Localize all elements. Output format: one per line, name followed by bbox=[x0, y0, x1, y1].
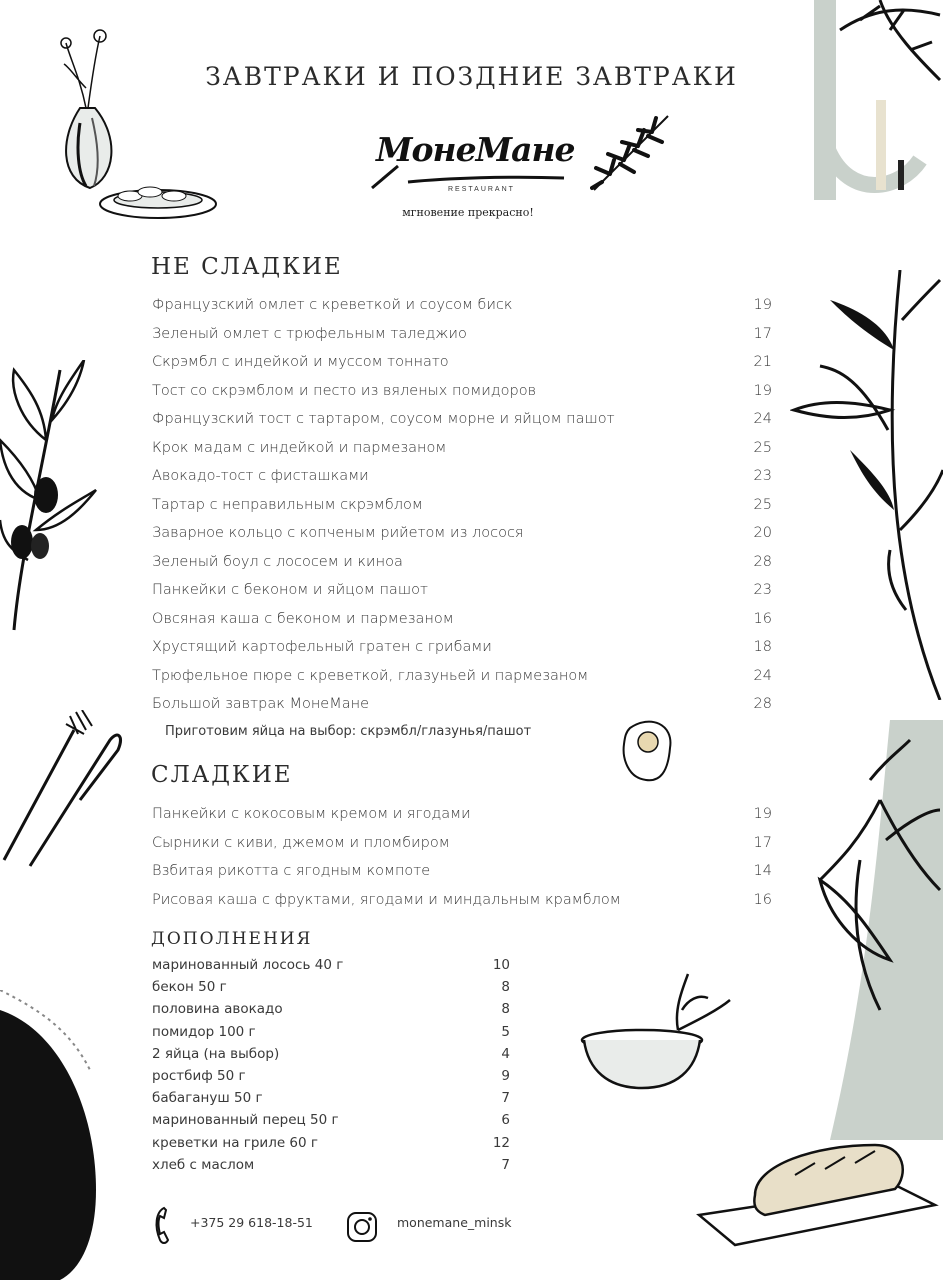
menu-item-name: бабагануш 50 г bbox=[152, 1090, 263, 1107]
menu-item-price: 20 bbox=[753, 525, 772, 541]
menu-item-price: 5 bbox=[501, 1023, 510, 1040]
menu-item bbox=[152, 1109, 510, 1131]
menu-item-name: 2 яйца (на выбор) bbox=[152, 1045, 280, 1062]
menu-item bbox=[152, 405, 772, 434]
tagline: мгновение прекрасно! bbox=[402, 206, 534, 219]
menu-item bbox=[152, 519, 772, 548]
menu-item bbox=[152, 633, 772, 662]
menu-item-price: 16 bbox=[753, 891, 772, 908]
menu-item-name: половина авокадо bbox=[152, 1001, 283, 1018]
menu-item-name: Скрэмбл с индейкой и муссом тоннато bbox=[152, 354, 449, 370]
menu-item-name: бекон 50 г bbox=[152, 979, 227, 996]
menu-item-name: помидор 100 г bbox=[152, 1023, 256, 1040]
bowl-illustration bbox=[578, 970, 733, 1095]
menu-item bbox=[152, 548, 772, 577]
menu-item-price: 19 bbox=[753, 382, 772, 399]
menu-item bbox=[152, 605, 772, 634]
logo-text: МонеМане bbox=[376, 130, 575, 169]
menu-item-price: 25 bbox=[753, 496, 772, 513]
menu-item bbox=[152, 291, 772, 320]
page-title: ЗАВТРАКИ И ПОЗДНИЕ ЗАВТРАКИ bbox=[205, 62, 738, 91]
menu-item-name: Сырники с киви, джемом и пломбиром bbox=[152, 834, 450, 851]
menu-item bbox=[152, 434, 772, 463]
menu-item-price: 23 bbox=[753, 468, 772, 484]
menu-item-price: 17 bbox=[753, 834, 772, 851]
section-title-addons: ДОПОЛНЕНИЯ bbox=[151, 929, 313, 949]
menu-item-name: Овсяная каша с беконом и пармезаном bbox=[152, 610, 454, 627]
menu-item-name: Зеленый омлет с трюфельным таледжио bbox=[152, 325, 467, 342]
menu-item-name: Авокадо-тост с фисташками bbox=[152, 468, 369, 484]
fork-knife-illustration bbox=[0, 710, 130, 870]
menu-item-name: Тартар с неправильным скрэмблом bbox=[152, 496, 423, 513]
addons-list bbox=[152, 954, 510, 1176]
top-right-brush-illustration bbox=[810, 0, 943, 210]
menu-item-name: Панкейки с беконом и яйцом пашот bbox=[152, 582, 428, 598]
menu-item bbox=[152, 998, 510, 1020]
menu-item-price: 9 bbox=[501, 1067, 510, 1084]
restaurant-logo bbox=[368, 122, 575, 232]
menu-item bbox=[152, 491, 772, 520]
olive-branch-illustration bbox=[0, 360, 100, 635]
menu-item-price: 6 bbox=[501, 1112, 510, 1129]
menu-item-price: 17 bbox=[753, 325, 772, 342]
phone-icon bbox=[152, 1206, 176, 1246]
menu-item-price: 19 bbox=[753, 806, 772, 822]
vase-flowers-illustration bbox=[50, 28, 220, 223]
menu-item-name: Хрустящий картофельный гратен с грибами bbox=[152, 639, 492, 655]
menu-item bbox=[152, 377, 772, 406]
menu-item-price: 12 bbox=[492, 1134, 510, 1151]
menu-item bbox=[152, 1132, 510, 1154]
menu-item bbox=[152, 320, 772, 349]
menu-item-name: Трюфельное пюре с креветкой, глазуньей и пармезаном bbox=[152, 667, 589, 684]
right-leaves-illustration bbox=[790, 270, 943, 700]
menu-item-price: 28 bbox=[753, 696, 772, 712]
section-title-sweet: СЛАДКИЕ bbox=[151, 762, 293, 788]
menu-item bbox=[152, 1065, 510, 1087]
instagram-icon bbox=[345, 1210, 379, 1244]
phone-number[interactable]: +375 29 618-18-51 bbox=[190, 1215, 313, 1230]
menu-item-price: 21 bbox=[753, 354, 772, 370]
rosemary-sprig-illustration bbox=[590, 112, 672, 194]
menu-item-price: 19 bbox=[753, 297, 772, 313]
menu-item-name: Французский омлет с креветкой и соусом биск bbox=[152, 297, 513, 313]
sweet-menu-list bbox=[152, 800, 772, 914]
savory-menu-list bbox=[152, 291, 772, 719]
fried-egg-icon bbox=[620, 718, 676, 784]
menu-item-name: маринованный перец 50 г bbox=[152, 1112, 339, 1129]
section-title-savory: НЕ СЛАДКИЕ bbox=[151, 254, 343, 280]
menu-item-price: 24 bbox=[753, 667, 772, 684]
menu-item bbox=[152, 857, 772, 886]
menu-item bbox=[152, 1087, 510, 1109]
menu-item bbox=[152, 662, 772, 691]
menu-item-name: креветки на гриле 60 г bbox=[152, 1134, 318, 1151]
menu-item bbox=[152, 576, 772, 605]
menu-item-name: Заварное кольцо с копченым рийетом из лосося bbox=[152, 525, 524, 541]
menu-item bbox=[152, 1043, 510, 1065]
menu-item bbox=[152, 348, 772, 377]
menu-item-name: ростбиф 50 г bbox=[152, 1067, 246, 1084]
bottom-left-brush-illustration bbox=[0, 990, 110, 1280]
menu-item-name: Панкейки с кокосовым кремом и ягодами bbox=[152, 806, 471, 822]
logo-subtitle: RESTAURANT bbox=[448, 186, 515, 193]
menu-item-name: хлеб с маслом bbox=[152, 1156, 255, 1173]
eggs-note: Приготовим яйца на выбор: скрэмбл/глазунья/пашот bbox=[165, 724, 532, 739]
right-bottom-plant-illustration bbox=[790, 720, 943, 1140]
menu-item-price: 7 bbox=[501, 1090, 510, 1107]
menu-item bbox=[152, 690, 772, 719]
menu-item-name: Рисовая каша с фруктами, ягодами и миндальным крамблом bbox=[152, 891, 621, 908]
menu-item-price: 18 bbox=[753, 639, 772, 655]
menu-item-price: 8 bbox=[501, 979, 510, 996]
menu-item-price: 16 bbox=[753, 610, 772, 627]
menu-item bbox=[152, 829, 772, 858]
menu-item-name: Большой завтрак МонеМане bbox=[152, 696, 370, 712]
menu-item bbox=[152, 1154, 510, 1176]
menu-item-price: 4 bbox=[501, 1045, 510, 1062]
menu-item-name: Зеленый боул с лососем и киноа bbox=[152, 553, 403, 570]
menu-item-price: 24 bbox=[753, 411, 772, 427]
menu-item-name: Тост со скрэмблом и песто из вяленых помидоров bbox=[152, 382, 537, 399]
menu-item-name: Взбитая рикотта с ягодным компоте bbox=[152, 863, 431, 879]
menu-item-price: 10 bbox=[492, 957, 510, 973]
menu-item bbox=[152, 462, 772, 491]
menu-item bbox=[152, 976, 510, 998]
menu-item bbox=[152, 800, 772, 829]
menu-item bbox=[152, 886, 772, 915]
menu-item-name: Французский тост с тартаром, соусом морне и яйцом пашот bbox=[152, 411, 615, 427]
menu-item-price: 14 bbox=[753, 863, 772, 879]
menu-item-price: 8 bbox=[501, 1001, 510, 1018]
menu-item-name: Крок мадам с индейкой и пармезаном bbox=[152, 439, 447, 456]
menu-item-price: 28 bbox=[753, 553, 772, 570]
menu-item bbox=[152, 954, 510, 976]
instagram-handle[interactable]: monemane_minsk bbox=[397, 1215, 512, 1230]
bread-board-illustration bbox=[695, 1135, 943, 1255]
menu-item bbox=[152, 1021, 510, 1043]
menu-item-price: 23 bbox=[753, 582, 772, 598]
menu-item-name: маринованный лосось 40 г bbox=[152, 957, 344, 973]
menu-item-price: 25 bbox=[753, 439, 772, 456]
menu-item-price: 7 bbox=[501, 1156, 510, 1173]
